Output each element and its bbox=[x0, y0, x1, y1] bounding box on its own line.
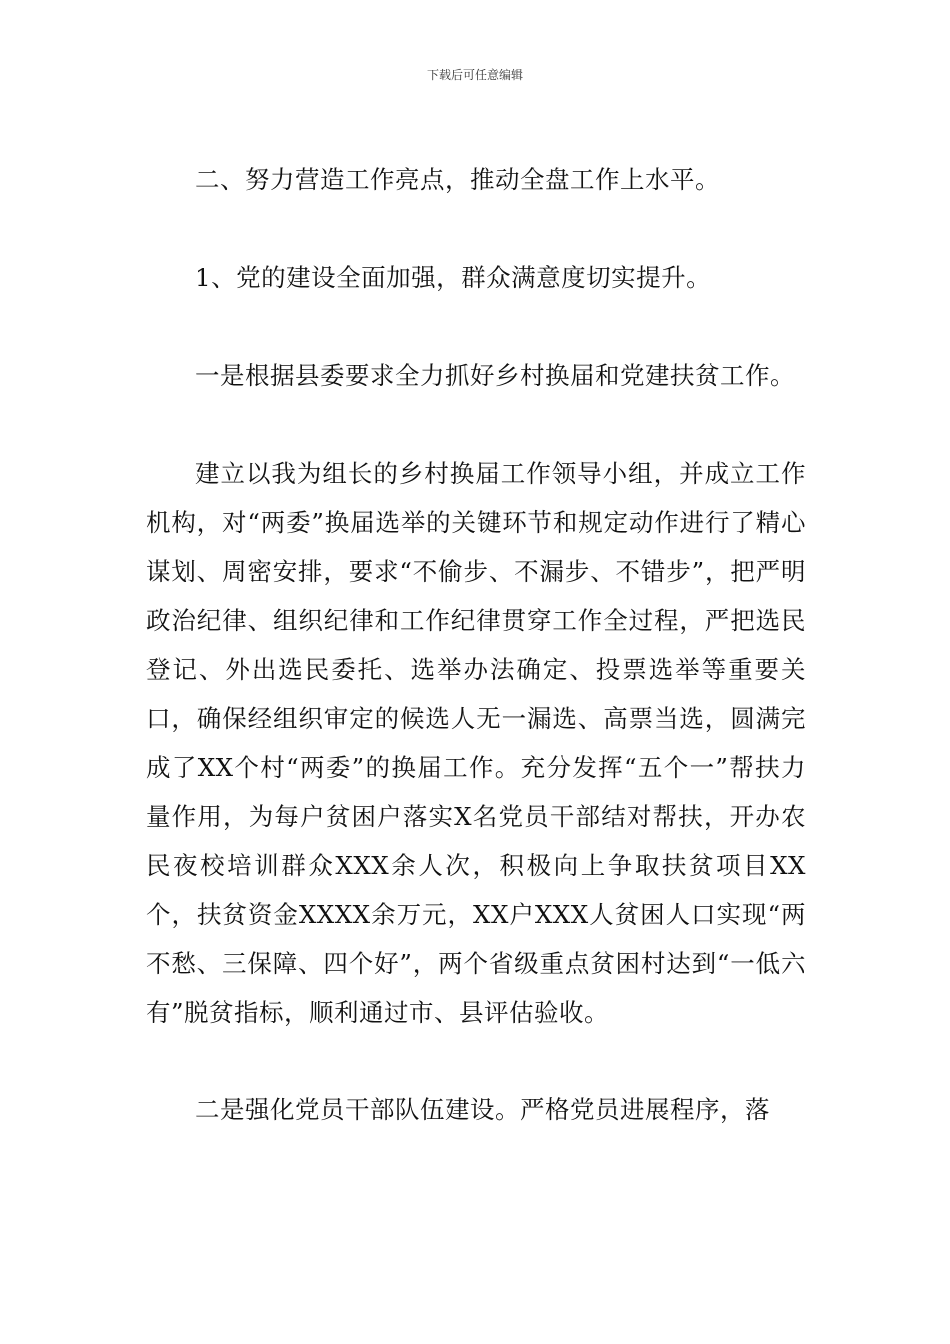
paragraph-gap bbox=[146, 204, 806, 253]
point-two-start: 二是强化党员干部队伍建设。严格党员进展程序，落 bbox=[195, 1095, 770, 1124]
paragraph-gap bbox=[146, 302, 806, 351]
point-one-body: 建立以我为组长的乡村换届工作领导小组，并成立工作机构，对“两委”换届选举的关键环节和规定动作进行了精心谋划、周密安排，要求“不偷步、不漏步、不错步”，把严明政治纪律、组织纪律和工作纪律贯穿工作全过程，严把选民登记、外出选民委托、选举办法确定、投票选举等重要关口，确保经组织审定的候选人无一漏选、高票当选，圆满完成了XX个村“两委”的换届工作。充分发挥“五个一”帮扶力量作用，为每户贫困户落实X名党员干部结对帮扶，开办农民夜校培训群众XXX余人次，积极向上争取扶贫项目XX个，扶贫资金XXXX余万元，XX户XXX人贫困人口实现“两不愁、三保障、四个好”，两个省级重点贫困村达到“一低六有”脱贫指标，顺利通过市、县评估验收。 bbox=[146, 459, 806, 1027]
paragraph-gap bbox=[146, 1037, 806, 1085]
item-heading: 1、党的建设全面加强，群众满意度切实提升。 bbox=[195, 263, 712, 292]
header-note: 下载后可任意编辑 bbox=[426, 68, 523, 82]
document-body bbox=[146, 155, 806, 1134]
point-one-title: 一是根据县委要求全力抓好乡村换届和党建扶贫工作。 bbox=[195, 361, 795, 390]
section-heading: 二、努力营造工作亮点，推动全盘工作上水平。 bbox=[195, 165, 720, 194]
paragraph-gap bbox=[146, 400, 806, 449]
